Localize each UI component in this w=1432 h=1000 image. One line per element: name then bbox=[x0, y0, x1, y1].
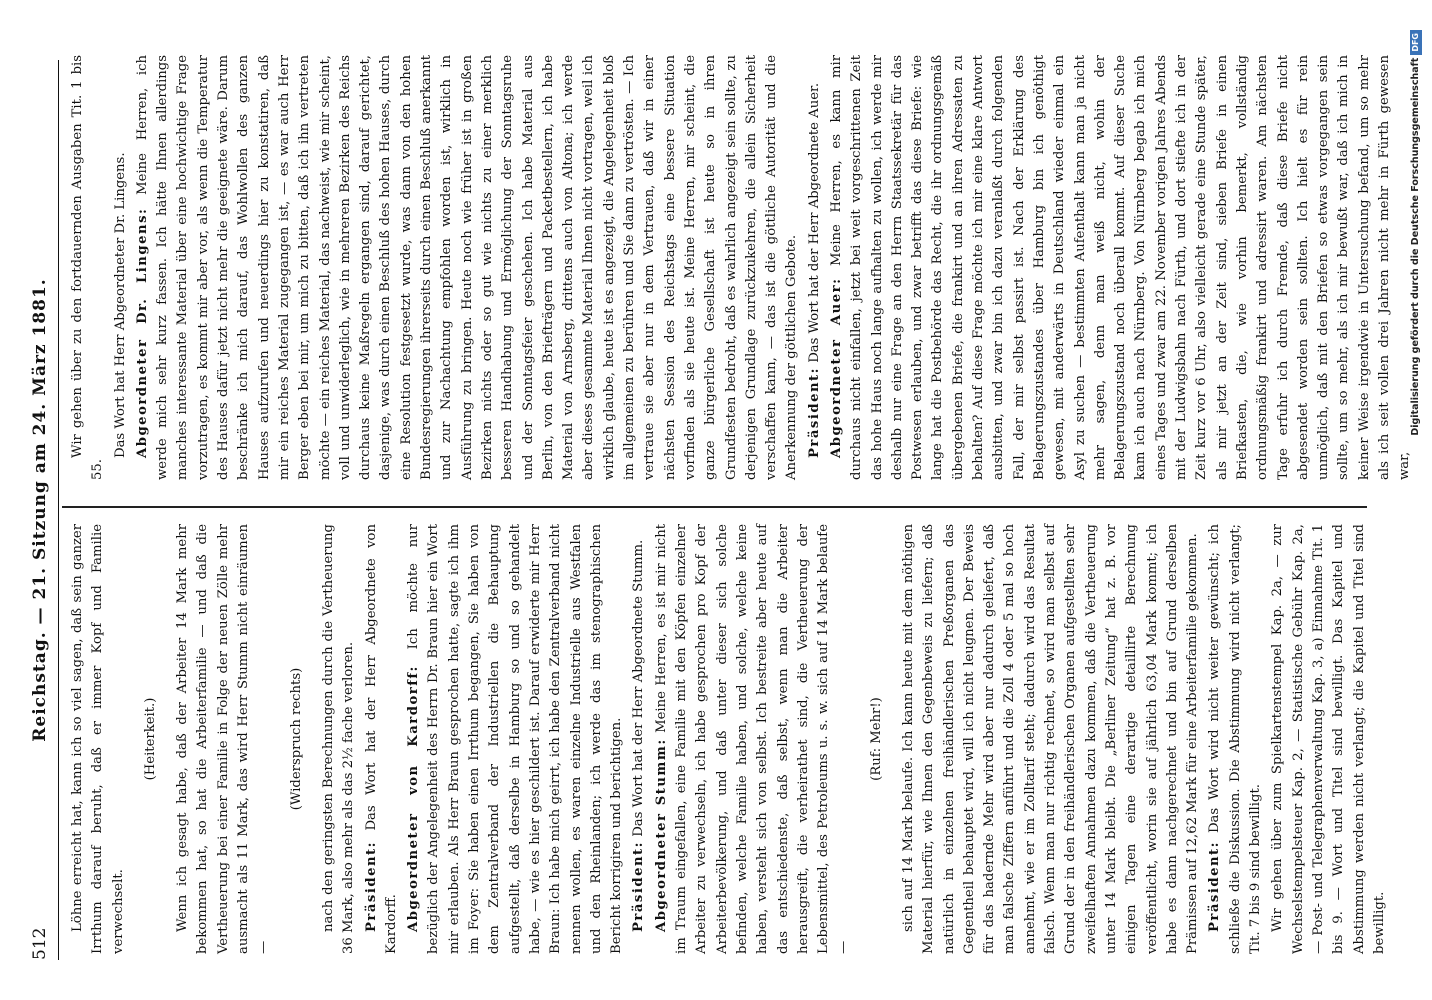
speech-paragraph bbox=[133, 55, 803, 480]
speaker-label: Präsident: bbox=[806, 366, 822, 458]
speech-text: Ich möchte nur bezüglich der Angelegenheit des Herrn Dr. Braun hier ein Wort mir erlauben. Als Herr Braun gesprochen hatte, sagte ich ihm im Foyer: Sie haben einen Irrthum begangen, Sie haben von dem Zentralverband der Industriellen die Behauptung aufgestellt, daß derselbe in Hamburg so und so gehandelt habe, — wie es hier geschildert ist. Darauf erwiderte mir Herr Braun: Ich habe mich geirrt, ich habe den Zentralverband nicht nennen wollen, es waren einzelne Industrielle aus Westfalen und den Rheinlanden; ich werde das im stenographischen Bericht korrigiren und berichtigen. bbox=[406, 524, 625, 954]
running-title: Reichstag. — 21. Sitzung am 24. März 1881. bbox=[30, 278, 50, 742]
paragraph: Löhne erreicht hat, kann ich so viel sagen, daß sein ganzer Irrthum darauf beruht, daß er immer Kopf und Familie verwechselt. bbox=[70, 524, 126, 954]
text-column-right bbox=[68, 55, 1418, 480]
speech-text: Das Wort hat der Herr Abgeordnete Stumm. bbox=[631, 539, 647, 841]
dfg-logo: DFG bbox=[1410, 30, 1422, 55]
speaker-label: Präsident: bbox=[363, 840, 379, 932]
digitization-credit bbox=[1405, 30, 1427, 970]
paragraph: Wir gehen über zu den fortdauernden Ausgaben Tit. 1 bis 55. bbox=[70, 55, 106, 480]
speaker-label: Abgeordneter von Kardorff: bbox=[406, 665, 422, 932]
speech-paragraph bbox=[362, 524, 403, 954]
credit-text: Digitalisierung gefördert durch die Deutsche Forschungsgemeinschaft bbox=[1410, 57, 1421, 436]
speech-text: Meine Herren, ich werde mich sehr kurz fassen. Ich hätte Ihnen allerdings manches interessante Material über eine hochwichtige Frage vorzutragen, es kommt mir aber vor, als wenn die Temperatur des Hauses dafür jetzt nicht mehr die geeignete wäre. Darum beschränke ich mich darauf, das Wohlwollen des ganzen Hauses aufzurufen und neuerdings hier zu konstatiren, daß mir ein reiches Material zugegangen ist, — es war auch Herr Berger eben bei mir, um mich zu bitten, daß ich ihn vertreten möchte — ein reiches Material, das nachweist, wie mir scheint, voll und unwiderleglich, wie in mehreren Bezirken des Reichs durchaus keine Maßregeln ergangen sind, darauf gerichtet, dasjenige, was durch einen Beschluß des hohen Hauses, durch eine Resolution festgesetzt wurde, was dann von den hohen Bundesregierungen ihrerseits durch einen Beschluß anerkannt und zur Nachachtung empfohlen worden ist, wirklich in Ausführung zu bringen. Heute noch wie früher ist in großen Bezirken nichts oder so gut wie nichts zu einer merklich besseren Handhabung und Ermöglichung der Sonntagsruhe und der Sonntagsfeier geschehen. Ich habe Material aus Berlin, von den Briefträgern und Packetbestellern, ich habe Material von Arnsberg, drittens auch von Altona; ich werde aber dieses gesammte Material Ihnen nicht vortragen, weil ich wirklich glaube, heute ist es angezeigt, die Angelegenheit bloß im allgemeinen zu berühren und Sie dann zu vertrösten. — Ich vertraue sie aber nur in dem Vertrauen, daß wir in einer nächsten Session des Reichstags eine bessere Situation vorfinden als sie heute ist. Meine Herren, mir scheint, die ganze bürgerliche Gesellschaft ist heute so in ihren Grundfesten bedroht, daß es wahrlich angezeigt sein sollte, zu derjenigen Grundlage zurückzukehren, die allein Sicherheit verschaffen kann, — das ist die göttliche Autorität und die Anerkennung der göttlichen Gebote. bbox=[134, 55, 800, 480]
speaker-label: Abgeordneter Stumm: bbox=[653, 738, 669, 932]
speech-text: Meine Herren, es ist mir nicht im Traum eingefallen, eine Familie mit den Köpfen einzelner Arbeiter zu verwechseln, ich habe gesprochen pro Kopf der Arbeiterbevölkerung, und daß unter dieser sich solche befinden, welche Familie haben, und solche, welche keine haben, versteht sich von selbst. Ich bestreite aber heute auf das entschiedenste, daß selbst, wenn man die Arbeiter herausgreift, die verheirathet sind, die Vertheuerung der Lebensmittel, des Petroleums u. s. w. sich auf 14 Mark belaufe — bbox=[653, 524, 852, 954]
interjection: (Widerspruch rechts) bbox=[288, 667, 304, 811]
speech-text: Das Wort hat der Herr Abgeordnete von Kardorff. bbox=[363, 524, 399, 954]
speech-paragraph bbox=[629, 524, 649, 954]
page-header bbox=[28, 60, 59, 960]
speech-text: Das Wort wird nicht weiter gewünscht; ich schließe die Diskussion. Die Abstimmung wird nicht verlangt; Tit. 7 bis 9 sind bewilligt. bbox=[1207, 524, 1264, 954]
speaker-label: Abgeordneter Auer: bbox=[828, 277, 844, 458]
speech-text: Meine Herren, es kann mir durchaus nicht einfallen, jetzt bei weit vorgeschrittenen Zeit das hohe Haus noch lange aufhalten zu wollen, ich werde mir deshalb nur eine Frage an den Herrn Staatssekretär für das Postwesen erlauben, und zwar betrifft das diese Briefe: wie lange hat die Postbehörde das Recht, die ihr ordnungsgemäß übergebenen Briefe, die frankirt und an ihren Adressaten zu behalten? Auf diese Frage möchte ich mir eine klare Antwort ausbitten, und zwar bin ich dazu veranlaßt durch folgenden Fall, der mir selbst passirt ist. Nach der Erklärung des Belagerungszustandes über Hamburg bin ich genöthigt gewesen, mit anderwärts in Deutschland wieder einmal ein Asyl zu suchen — bestimmten Aufenthalt kann man ja nicht mehr sagen, denn man weiß nicht, wohin der Belagerungszustand noch überall kommt. Auf dieser Suche kam ich auch nach Nürnberg. Von Nürnberg begab ich mich eines Tages und zwar am 22. November vorigen Jahres Abends mit der Ludwigsbahn nach Fürth, und dort stiefte ich in der Zeit kurz vor 6 Uhr, also vielleicht gerade eine Stunde später, als mir jetzt an der Zeit sind, sieben Briefe in einen Briefkasten, die, wie vorhin bemerkt, vollständig ordnungsmäßig frankirt und adressirt waren. Am nächsten Tage erfuhr ich durch Fremde, daß diese Briefe nicht abgesendet worden sein sollten. Ich hielt es für rein unmöglich, daß mit den Briefen so etwas vorgegangen sein sollte, um so mehr, als ich mir bewußt war, daß ich mich in keiner Weise irgendwie in Untersuchung befand, um so mehr als ich seit vollen drei Jahren nicht mehr in Fürth gewesen war, bbox=[828, 54, 1413, 480]
text-column-left bbox=[68, 524, 1392, 954]
interjection: (Ruf: Mehr!) bbox=[868, 697, 884, 781]
speech-paragraph bbox=[652, 524, 855, 954]
page-number: 512 bbox=[30, 927, 50, 960]
speech-paragraph bbox=[1205, 524, 1266, 954]
paragraph: Wenn ich gesagt habe, daß der Arbeiter 14 Mark mehr bekommen hat, so hat die Arbeiterfamilie — und daß die Vertheuerung bei einer Familie in Folge der neuen Zölle mehr ausmacht als 11 Mark, das wird Herr Stumm nicht einräumen — bbox=[175, 524, 272, 954]
speaker-label: Präsident: bbox=[1207, 840, 1223, 932]
speech-paragraph bbox=[827, 55, 1416, 480]
speaker-label: Präsident: bbox=[631, 840, 647, 932]
paragraph: nach den geringsten Berechnungen durch die Vertheuerung 36 Mark, also mehr als das 2½ fache verloren. bbox=[320, 524, 357, 954]
column-divider bbox=[62, 507, 1367, 509]
speech-paragraph bbox=[404, 524, 627, 954]
paragraph: Das Wort hat Herr Abgeordneter Dr. Lingens. bbox=[112, 152, 128, 458]
speech-text: Das Wort hat der Herr Abgeordnete Auer. bbox=[806, 82, 822, 367]
interjection: (Heiterkeit.) bbox=[142, 697, 158, 781]
speech-paragraph bbox=[805, 55, 825, 480]
paragraph: Wir gehen über zum Spielkartenstempel Kap. 2a, — zur Wechselstempelsteuer Kap. 2, — Statistische Gebühr Kap. 2a, — Post- und Telegraphenverwaltung Kap. 3, a) Einnahme Tit. 1 bis 9. — Wort und Titel sind bewilligt. Das Kapitel und Abstimmung werden nicht verlangt; die Kapitel und Titel sind bewilligt. bbox=[1270, 524, 1387, 954]
speaker-label: Abgeordneter Dr. Lingens: bbox=[134, 207, 150, 458]
paragraph: sich auf 14 Mark belaufe. Ich kann heute mit dem nöthigen Material hierfür, wie Ihnen den Gegenbeweis zu liefern; daß natürlich in einzelnen freihändlerischen Preßorganen das Gegentheil behauptet wird, will ich nicht leugnen. Der Beweis für das hadernde Mehr wird aber nur dadurch geliefert, daß man falsche Ziffern anführt und die Zoll 4 oder 5 mal so hoch annehmt, wie er im Zolltarif steht; dadurch wird das Resultat falsch. Wenn man nur richtig rechnet, so wird man selbst auf Grund der in den freihändlerischen Organen aufgestellten sehr zweifelhaften Annahmen dazu kommen, daß die Vertheuerung unter 14 Mark bleibt. Die „Berliner Zeitung“ hat z. B. vor einigen Tagen eine derartige detaillirte Berechnung veröffentlicht, worin sie auf jährlich 63,04 Mark kommt; ich habe es dann nachgerechnet und bin auf Grund derselben Prämissen auf 12,62 Mark für eine Arbeiterfamilie gekommen. bbox=[900, 524, 1201, 954]
